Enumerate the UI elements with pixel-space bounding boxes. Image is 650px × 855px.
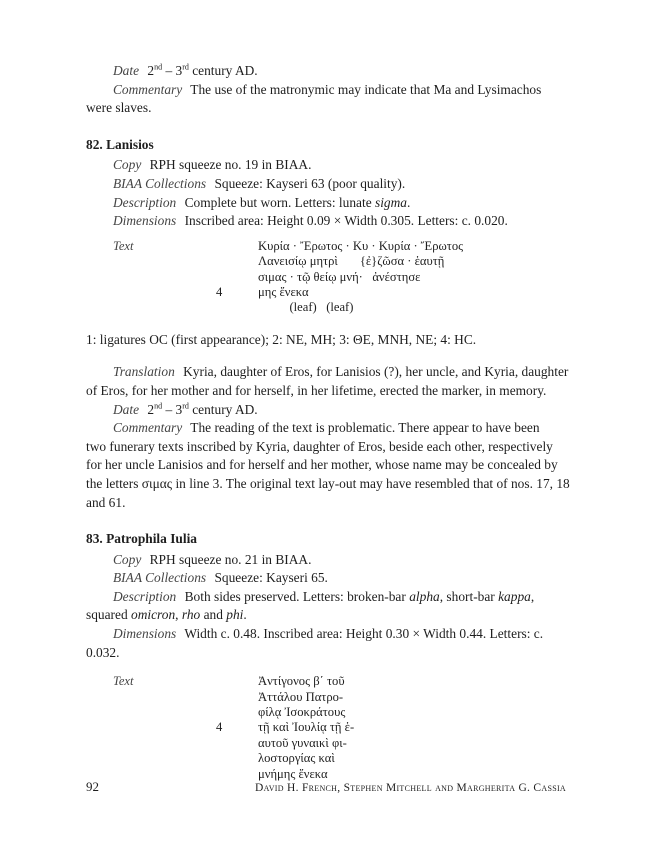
description-line: Description Both sides preserved. Letters: broken-bar alpha, short-bar kappa,: [113, 588, 535, 604]
line-number: 4: [216, 284, 223, 299]
commentary-line: Commentary The reading of the text is problematic. There appear to have been: [113, 420, 540, 436]
page-number: 92: [86, 779, 99, 794]
commentary-continuation: were slaves.: [86, 100, 152, 116]
greek-line: σιμας · τῷ θείῳ μνή· ἀνέστησε: [258, 269, 421, 284]
dimensions-continuation: 0.032.: [86, 644, 120, 660]
text-label: Text: [113, 238, 134, 253]
apparatus-line: 1: ligatures OC (first appearance); 2: NE, MH; 3: ΘΕ, MNH, NE; 4: HC.: [86, 331, 477, 347]
greek-line: (leaf) (leaf): [258, 300, 354, 315]
inscription-text-83: [86, 674, 566, 786]
running-authors: David H. French, Stephen Mitchell and Margherita G. Cassia: [255, 782, 566, 794]
greek-line: Ἀντίγονος β΄ τοῦ: [258, 674, 345, 689]
greek-lines: [258, 239, 566, 316]
translation-line: Translation Kyria, daughter of Eros, for Lanisios (?), her uncle, and Kyria, daughter: [113, 364, 569, 380]
commentary-continuation: two funerary texts inscribed by Kyria, daughter of Eros, beside each other, respectively: [86, 438, 553, 454]
entry-heading-83: 83. Patrophila Iulia: [86, 531, 197, 547]
commentary-line: Commentary The use of the matronymic may indicate that Ma and Lysimachos: [113, 81, 542, 97]
dimensions-line: Dimensions Width c. 0.48. Inscribed area: Height 0.30 × Width 0.44. Letters: c.: [113, 626, 544, 642]
line-number: 4: [216, 720, 223, 735]
greek-line: μης ἕνεκα: [258, 284, 309, 299]
commentary-continuation: the letters σιμας in line 3. The original text lay-out may have resembled that of nos. 17, 18: [86, 475, 570, 491]
greek-line: αυτοῦ γυναικὶ φι-: [258, 735, 347, 750]
collections-line: BIAA Collections Squeeze: Kayseri 65.: [113, 570, 328, 586]
greek-line: λοστοργίας καὶ: [258, 751, 335, 766]
description-continuation: squared omicron, rho and phi.: [86, 607, 247, 623]
commentary-continuation: and 61.: [86, 494, 126, 510]
date-line: Date 2nd – 3rd century AD.: [113, 401, 258, 417]
greek-line: μνήμης ἕνεκα: [258, 766, 328, 781]
inscription-text-82: [86, 239, 566, 317]
date-line: Date 2nd – 3rd century AD.: [113, 62, 258, 78]
dimensions-line: Dimensions Inscribed area: Height 0.09 × Width 0.305. Letters: c. 0.020.: [113, 213, 508, 229]
greek-line: τῇ καὶ Ἰουλίᾳ τῇ ἑ-: [258, 720, 355, 735]
text-label: Text: [113, 674, 134, 689]
page-body: [86, 62, 570, 786]
copy-line: Copy RPH squeeze no. 19 in BIAA.: [113, 157, 312, 173]
greek-line: Κυρία · Ἔρωτος · Κυ · Κυρία · Ἔρωτος: [258, 238, 464, 253]
commentary-label: Commentary: [113, 81, 183, 97]
greek-lines: [258, 674, 566, 782]
entry-heading-82: 82. Lanisios: [86, 136, 154, 152]
description-line: Description Complete but worn. Letters: lunate sigma.: [113, 194, 411, 210]
greek-line: Λανεισίῳ μητρὶ {ἐ}ζῶσα · ἑαυτῇ: [258, 254, 445, 269]
greek-line: Ἀττάλου Πατρο-: [258, 689, 344, 704]
date-label: Date: [113, 63, 140, 78]
collections-line: BIAA Collections Squeeze: Kayseri 63 (poor quality).: [113, 175, 406, 191]
translation-continuation: of Eros, for her mother and for herself, in her lifetime, erected the marker, in memory.: [86, 382, 547, 398]
copy-line: Copy RPH squeeze no. 21 in BIAA.: [113, 551, 312, 567]
greek-line: φίλᾳ Ἰσοκράτους: [258, 705, 346, 720]
commentary-continuation: for her uncle Lanisios and for herself and her mother, whose name may be concealed by: [86, 457, 558, 473]
